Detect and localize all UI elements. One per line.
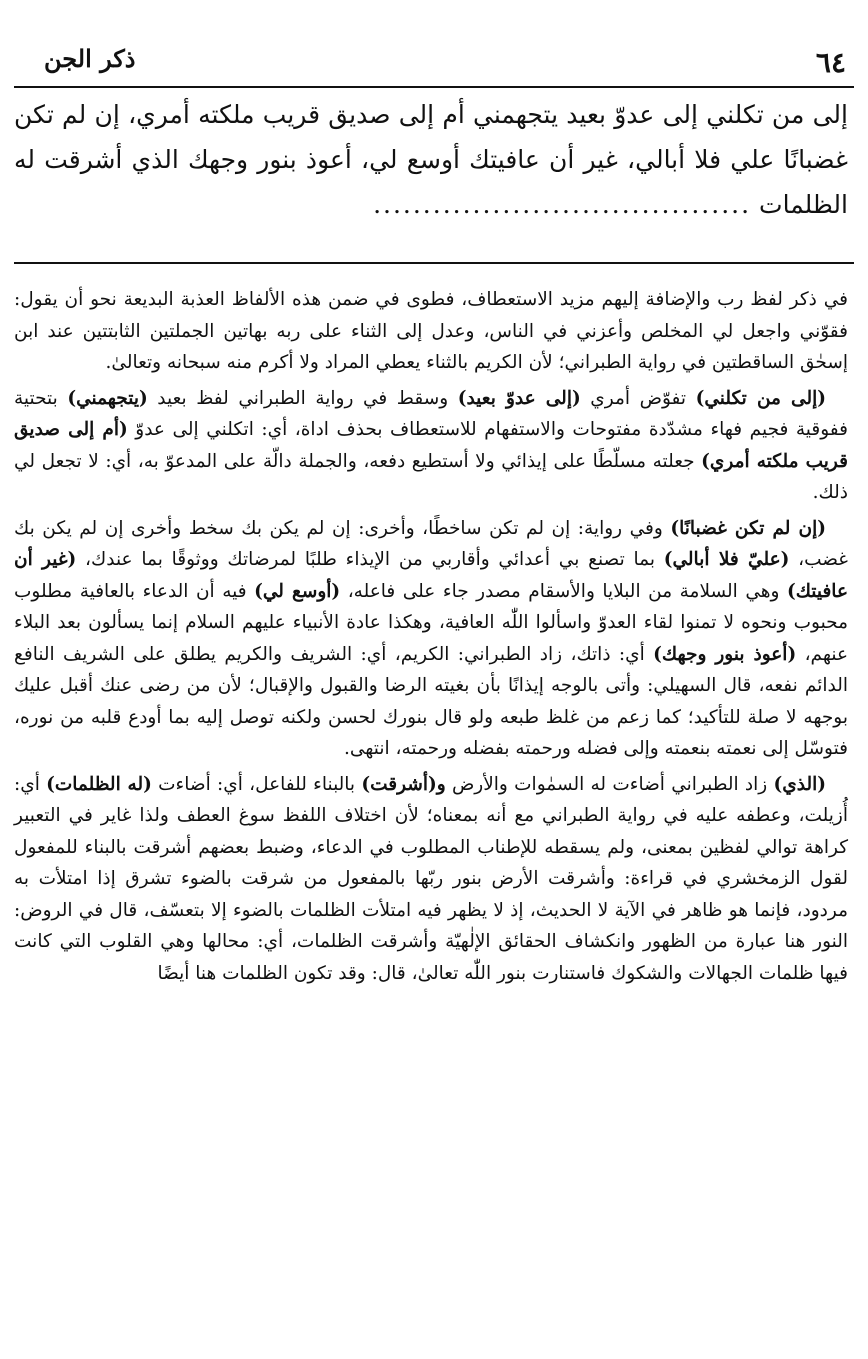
hadith-body: إلى من تكلني إلى عدوّ بعيد يتجهمني أم إلى صديق قريب ملكته أمري، إن لم تكن غضبانًا علي فلا أبالي، غير أن عافيتك أوسع لي، أعوذ بنور وجهك الذي أشرقت له الظلمات xyxy=(14,100,848,219)
text-run: بما تصنع بي أعدائي وأقاربي من الإيذاء طلبًا لمرضاتك ووثوقًا بما عندك، xyxy=(76,549,664,570)
running-title: ذكر الجن xyxy=(44,44,136,73)
text-run: وسقط في رواية الطبراني لفظ بعيد xyxy=(147,387,458,409)
commentary-paragraph-2 xyxy=(14,383,848,509)
keyword: (الذي) xyxy=(773,773,826,795)
text-run: زاد الطبراني أضاءت له السمٰوات والأرض xyxy=(445,773,774,795)
keyword: (غير أن عافيتك) xyxy=(14,549,848,602)
keyword: و(أشرقت) xyxy=(361,773,446,795)
text-run: وفي رواية: إن لم تكن ساخطًا، وأخرى: إن لم يكن بك سخط وأخرى إن لم يكن بك غضب، xyxy=(14,517,848,570)
commentary-paragraph-3 xyxy=(14,513,848,765)
keyword: (يتجهمني) xyxy=(67,387,148,409)
text-run: بتحتية ففوقية فجيم فهاء مشدّدة مفتوحات والاستفهام للاستعطاف بحذف اداة، أي: اتكلني إلى عدوّ xyxy=(14,387,848,440)
page-header xyxy=(14,38,854,82)
commentary-paragraph-1: في ذكر لفظ رب والإضافة إليهم مزيد الاستعطاف، فطوى في ضمن هذه الألفاظ العذبة البديعة نحو أن يقول: فقوّني واجعل لي المخلص وأعزني في الناس، وعدل إلى الثناء على ربه بهاتين الجملتين الثابتتين عند ابن إسحٰق الساقطتين في رواية الطبراني؛ لأن الكريم بالثناء يعطي المراد ولا أكرم منه سبحانه وتعالىٰ. xyxy=(14,289,848,373)
page-number: ٦٤ xyxy=(815,46,846,79)
text-run: تفوّض أمري xyxy=(580,387,696,409)
header-divider xyxy=(14,86,854,88)
text-run: بالبناء للفاعل، أي: أضاءت xyxy=(151,773,362,795)
keyword: (أوسع لي) xyxy=(254,580,341,602)
keyword: (إلى من تكلني) xyxy=(695,387,827,409)
commentary-paragraph-4 xyxy=(14,769,848,990)
text-run: أي: أُزيلت، وعطفه عليه في رواية الطبراني مع أنه بمعناه؛ لأن اختلاف اللفظ سوغ العطف ولذا غاير في التعبير كراهة توالي لفظين بمعنى، ولم يسقطه للإطناب المطلوب في الدعاء، وضبط بعضهم أشرقت بالبناء للمفعول لقول الزمخشري في قراءة: وأشرقت الأرض بنور ربّها بالمفعول من شرقت بالضوء تشرق إذا امتلأت به مردود، فإنما هو ظاهر في الآية لا الحديث، إذ لا يظهر فيه امتلأت الظلمات بالضوء إلا بتعسّف، قال في الروض: النور هنا عبارة من الظهور وانكشاف الحقائق الإلٰهيّة وأشرقت الظلمات، أي: محالها وهي القلوب التي كانت فيها ظلمات الجهالات والشكوك فاستنارت بنور اللّٰه تعالىٰ، قال: وقد تكون الظلمات هنا أيضًا xyxy=(14,773,848,984)
hadith-text xyxy=(14,92,848,227)
keyword: (أعوذ بنور وجهك) xyxy=(653,643,797,665)
keyword: (عليّ فلا أبالي) xyxy=(663,549,790,570)
keyword: (إن لم تكن غضبانًا) xyxy=(670,517,826,539)
keyword: (إلى عدوّ بعيد) xyxy=(457,387,581,409)
hadith-dots: ...................................... xyxy=(373,190,752,219)
text-run: وهي السلامة من البلايا والأسقام مصدر جاء على فاعله، xyxy=(340,580,787,602)
text-run: أي: ذاتك، زاد الطبراني: الكريم، أي: الشريف والكريم يطلق على الشريف النافع الدائم نفعه، قال السهيلي: وأتى بالوجه إيذانًا بأن بغيته الرضا والقبول والإقبال؛ لأن من رضى عنك أقبل عليك بوجهه لا صلة للتأكيد؛ كما زعم من غلظ طبعه ولو قال بنورك لحسن ولكنه توصل إليه بما أودع قلبه من نوره، فتوسّل إلى نعمته بنعمته وإلى فضله ورحمته بفضله ورحمته، انتهى. xyxy=(14,643,848,759)
section-divider xyxy=(14,262,854,264)
text-run: فيه أن الدعاء بالعافية مطلوب محبوب ونحوه لا تمنوا لقاء العدوّ واسألوا اللّٰه العافية، وهكذا عادة الأنبياء عليهم السلام إنما يسألون بعد البلاء عنهم، xyxy=(14,580,849,665)
keyword: (له الظلمات) xyxy=(46,773,152,795)
text-run: جعلته مسلّطًا على إيذائي ولا أستطيع دفعه، والجملة دالّة على المدعوّ به، أي: لا تجعل لي ذلك. xyxy=(14,450,848,503)
keyword: (أم إلى صديق قريب ملكته أمري) xyxy=(14,419,848,472)
commentary xyxy=(14,284,848,989)
